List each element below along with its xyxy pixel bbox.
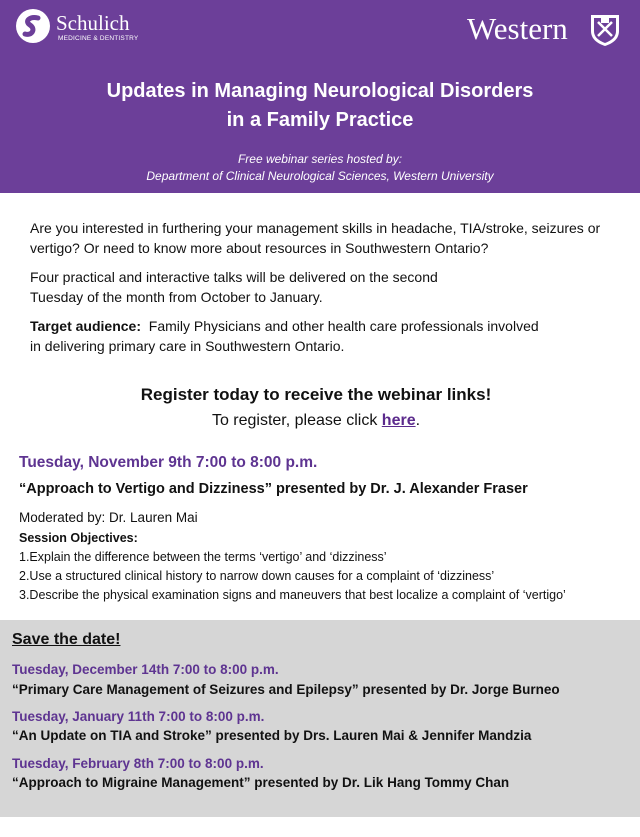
- register-line: [0, 410, 632, 432]
- title-line-1: Updates in Managing Neurological Disorders: [106, 80, 534, 102]
- save-the-date-heading: Save the date!: [12, 631, 121, 648]
- objective-item: 2.Use a structured clinical history to narrow down causes for a complaint of ‘dizziness’: [19, 569, 495, 583]
- objectives-heading: Session Objectives:: [19, 531, 138, 545]
- intro-paragraph-2: Four practical and interactive talks will be delivered on the second Tuesday of the month from October to January.: [30, 269, 438, 305]
- schulich-logo-icon: [16, 9, 50, 43]
- intro-paragraph-1: Are you interested in furthering your management skills in headache, TIA/stroke, seizures or vertigo? Or need to know more about resources in Southwestern Ontario?: [30, 220, 601, 256]
- schulich-name: Schulich: [56, 11, 130, 35]
- upcoming-event-talk: “Primary Care Management of Seizures and Epilepsy” presented by Dr. Jorge Burneo: [12, 682, 560, 697]
- upcoming-event-talk: “An Update on TIA and Stroke” presented by Drs. Lauren Mai & Jennifer Mandzia: [12, 728, 532, 743]
- schulich-logo-block: [16, 9, 166, 49]
- upcoming-event-talk: “Approach to Migraine Management” presented by Dr. Lik Hang Tommy Chan: [12, 775, 510, 790]
- save-the-date-panel: [0, 620, 640, 817]
- register-line-suffix: .: [415, 412, 421, 429]
- page-title: [0, 77, 640, 135]
- register-link[interactable]: here: [381, 412, 416, 429]
- target-audience-label: Target audience:: [30, 318, 141, 334]
- title-line-2: in a Family Practice: [226, 109, 414, 131]
- register-heading: Register today to receive the webinar links!: [140, 385, 492, 404]
- western-crest-icon: [590, 13, 620, 47]
- western-wordmark: Western: [467, 11, 568, 46]
- subtitle-line-1: Free webinar series hosted by:: [237, 152, 403, 166]
- objective-item: 3.Describe the physical examination signs and maneuvers that best localize a complaint of ‘vertigo’: [19, 588, 566, 602]
- upcoming-event-date: Tuesday, December 14th 7:00 to 8:00 p.m.: [12, 662, 279, 677]
- schulich-subtitle: MEDICINE & DENTISTRY: [58, 35, 139, 42]
- featured-event-date: Tuesday, November 9th 7:00 to 8:00 p.m.: [19, 454, 318, 471]
- subtitle-line-2: Department of Clinical Neurological Sciences, Western University: [146, 169, 494, 183]
- target-audience: [30, 316, 550, 356]
- header-banner: [0, 0, 640, 193]
- featured-event-moderator: Moderated by: Dr. Lauren Mai: [19, 510, 198, 525]
- objective-item: 1.Explain the difference between the terms ‘vertigo’ and ‘dizziness’: [19, 550, 387, 564]
- featured-event-talk: “Approach to Vertigo and Dizziness” presented by Dr. J. Alexander Fraser: [19, 481, 528, 497]
- subtitle: [0, 151, 640, 185]
- register-line-prefix: To register, please click: [211, 412, 382, 429]
- target-audience-text: Family Physicians and other health care professionals involved in delivering primary care in Southwestern Ontario.: [30, 318, 539, 354]
- upcoming-event-date: Tuesday, January 11th 7:00 to 8:00 p.m.: [12, 709, 265, 724]
- upcoming-event-date: Tuesday, February 8th 7:00 to 8:00 p.m.: [12, 756, 264, 771]
